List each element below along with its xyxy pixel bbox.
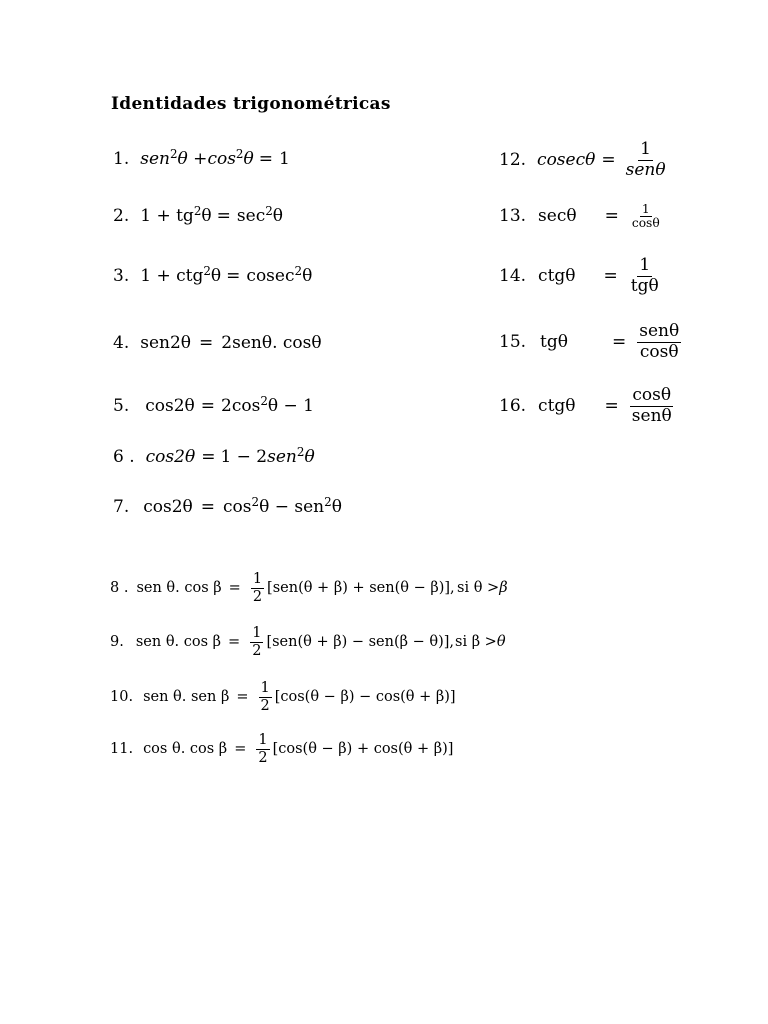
superscript: 2 bbox=[294, 263, 303, 278]
fraction-numerator: 1 bbox=[252, 624, 262, 641]
identity-number: 12. bbox=[499, 150, 527, 170]
superscript: 2 bbox=[235, 146, 244, 161]
math-text: ctgθ bbox=[538, 266, 576, 286]
fraction-denominator: tgθ bbox=[630, 275, 659, 296]
equals-sign: = bbox=[234, 741, 247, 757]
identity-number: 3. bbox=[113, 266, 130, 286]
page-title: Identidades trigonométricas bbox=[111, 94, 391, 114]
math-text: [sen(θ + β) − sen(β − θ)], bbox=[266, 634, 455, 650]
equals-sign: = bbox=[228, 634, 241, 650]
math-text: 1 + ctg bbox=[140, 266, 204, 286]
identity-number: 5. bbox=[113, 396, 130, 416]
math-text: θ bbox=[184, 447, 196, 467]
math-text: 2cos bbox=[221, 396, 261, 416]
math-text: sec bbox=[236, 206, 266, 226]
math-text: θ bbox=[272, 206, 284, 226]
fraction-denominator: cosθ bbox=[631, 215, 660, 230]
identity-lhs bbox=[136, 634, 221, 650]
identity-lhs bbox=[537, 150, 595, 170]
fraction bbox=[250, 625, 263, 659]
identity-number: 1. bbox=[113, 149, 130, 169]
math-text: [sen(θ + β) + sen(θ − β)], bbox=[267, 580, 455, 596]
math-text: [cos(θ − β) + cos(θ + β)] bbox=[272, 741, 454, 757]
math-text: cos2θ bbox=[143, 497, 193, 517]
identity-rhs bbox=[220, 444, 315, 467]
identity-lhs bbox=[145, 396, 195, 416]
math-text: θ bbox=[201, 206, 212, 226]
fraction bbox=[256, 732, 269, 766]
math-text: cosec bbox=[246, 266, 295, 286]
superscript: 2 bbox=[296, 444, 305, 459]
math-text: θ bbox=[210, 266, 222, 286]
math-text: cos bbox=[145, 447, 175, 467]
identity-lhs bbox=[143, 497, 193, 517]
fraction bbox=[251, 571, 264, 605]
math-text: 2senθ. cosθ bbox=[221, 333, 322, 353]
math-text: ctgθ bbox=[538, 396, 576, 416]
fraction-numerator: 1 bbox=[639, 254, 651, 275]
identity-lhs bbox=[136, 580, 221, 596]
identity-number: 10. bbox=[110, 689, 134, 705]
equals-sign: = bbox=[226, 266, 241, 286]
condition-text bbox=[457, 580, 508, 596]
math-text: θ bbox=[302, 266, 313, 286]
math-text: cos2θ bbox=[145, 396, 195, 416]
identity-lhs bbox=[146, 447, 196, 467]
math-text: sen bbox=[140, 149, 170, 169]
identity-lhs bbox=[140, 263, 222, 286]
equals-sign: = bbox=[200, 497, 216, 517]
math-text: cosecθ bbox=[537, 150, 596, 170]
math-text: 1 + tg bbox=[140, 206, 194, 226]
identity-number: 11. bbox=[110, 741, 134, 757]
identity-number: 6 . bbox=[113, 447, 135, 467]
identity-rhs bbox=[279, 149, 290, 169]
fraction-denominator: 2 bbox=[252, 642, 262, 659]
equals-sign: = bbox=[612, 332, 627, 352]
fraction-denominator: senθ bbox=[631, 405, 672, 426]
identity-rhs bbox=[221, 393, 314, 416]
math-text: 1 bbox=[279, 149, 290, 169]
fraction bbox=[259, 680, 272, 714]
fraction-numerator: cosθ bbox=[632, 384, 672, 405]
fraction-numerator: 1 bbox=[260, 679, 270, 696]
math-text: θ − sen bbox=[259, 497, 325, 517]
fraction-numerator: 1 bbox=[258, 731, 268, 748]
math-text: si β > bbox=[455, 634, 497, 650]
fraction bbox=[629, 256, 661, 296]
equals-sign: = bbox=[603, 266, 618, 286]
math-text: sen θ. cos β bbox=[135, 634, 222, 650]
equals-sign: = bbox=[604, 396, 619, 416]
identity-lhs bbox=[538, 266, 575, 286]
fraction-numerator: 1 bbox=[641, 201, 650, 216]
identity-rhs bbox=[626, 256, 664, 296]
identity-lhs bbox=[140, 146, 254, 169]
superscript: 2 bbox=[265, 203, 273, 218]
fraction bbox=[630, 203, 662, 230]
identity-lhs bbox=[540, 332, 568, 352]
identity-lhs bbox=[538, 206, 577, 226]
identity-rhs bbox=[627, 203, 665, 230]
identity-rhs bbox=[621, 140, 671, 180]
equals-sign: = bbox=[601, 150, 616, 170]
identity-rhs bbox=[223, 494, 342, 517]
fraction bbox=[624, 140, 668, 180]
equals-sign: = bbox=[216, 206, 231, 226]
equals-sign: = bbox=[258, 149, 273, 169]
superscript: 2 bbox=[169, 146, 178, 161]
identity-rhs bbox=[247, 625, 454, 659]
identity-number: 9. bbox=[110, 634, 124, 650]
math-text: 2 bbox=[174, 447, 185, 467]
math-text: sen θ. cos β bbox=[136, 580, 222, 596]
identity-number: 13. bbox=[499, 206, 527, 226]
math-text: θ bbox=[331, 497, 342, 517]
math-text: cos bbox=[207, 149, 236, 169]
math-text: secθ bbox=[538, 206, 577, 226]
fraction bbox=[637, 322, 681, 362]
identity-rhs bbox=[246, 263, 313, 286]
fraction-numerator: 1 bbox=[640, 138, 651, 159]
identity-number: 2. bbox=[113, 206, 130, 226]
equals-sign: = bbox=[228, 580, 241, 596]
identity-lhs bbox=[140, 333, 191, 353]
math-text: cos bbox=[223, 497, 252, 517]
identity-rhs bbox=[634, 322, 684, 362]
math-text: sen θ. sen β bbox=[143, 689, 230, 705]
fraction-numerator: 1 bbox=[252, 570, 263, 587]
math-text: θ bbox=[496, 634, 506, 650]
identity-rhs bbox=[253, 732, 453, 766]
superscript: 2 bbox=[251, 494, 260, 509]
identity-number: 4. bbox=[113, 333, 130, 353]
fraction-denominator: 2 bbox=[260, 697, 270, 714]
equals-sign: = bbox=[604, 206, 619, 226]
equals-sign: = bbox=[200, 396, 216, 416]
condition-text bbox=[455, 634, 506, 650]
identity-number: 7. bbox=[113, 497, 130, 517]
math-text: θ − 1 bbox=[267, 396, 314, 416]
math-text: θ + bbox=[177, 149, 208, 169]
identity-rhs bbox=[256, 680, 456, 714]
math-text: θ bbox=[304, 447, 315, 467]
fraction-denominator: cosθ bbox=[639, 341, 679, 362]
math-text: θ bbox=[243, 149, 254, 169]
fraction-denominator: senθ bbox=[625, 159, 666, 180]
fraction-denominator: 2 bbox=[252, 588, 263, 605]
identity-number: 15. bbox=[499, 332, 527, 352]
superscript: 2 bbox=[260, 393, 268, 408]
math-text: β bbox=[499, 580, 508, 596]
identity-rhs bbox=[248, 571, 455, 605]
identity-number: 16. bbox=[499, 396, 527, 416]
math-text: sen bbox=[267, 447, 297, 467]
math-text: sen2θ bbox=[140, 333, 192, 353]
identity-rhs bbox=[627, 386, 677, 426]
identity-lhs bbox=[143, 689, 229, 705]
identity-lhs bbox=[140, 203, 212, 226]
math-text: tgθ bbox=[540, 332, 568, 352]
identity-lhs bbox=[143, 741, 227, 757]
identity-number: 14. bbox=[499, 266, 527, 286]
identity-rhs bbox=[236, 203, 284, 226]
math-text: [cos(θ − β) − cos(θ + β)] bbox=[274, 689, 456, 705]
fraction bbox=[630, 386, 674, 426]
fraction-denominator: 2 bbox=[258, 749, 268, 766]
equals-sign: = bbox=[199, 333, 214, 353]
superscript: 2 bbox=[324, 494, 332, 509]
math-text: cos θ. cos β bbox=[143, 741, 228, 757]
superscript: 2 bbox=[193, 203, 202, 218]
fraction-numerator: senθ bbox=[639, 320, 680, 341]
superscript: 2 bbox=[203, 263, 211, 278]
equals-sign: = bbox=[201, 447, 216, 467]
math-text: 1 − 2 bbox=[220, 447, 268, 467]
identity-rhs bbox=[221, 333, 321, 353]
identity-number: 8 . bbox=[110, 580, 129, 596]
math-text: si θ > bbox=[457, 580, 500, 596]
equals-sign: = bbox=[236, 689, 249, 705]
identity-lhs bbox=[538, 396, 575, 416]
